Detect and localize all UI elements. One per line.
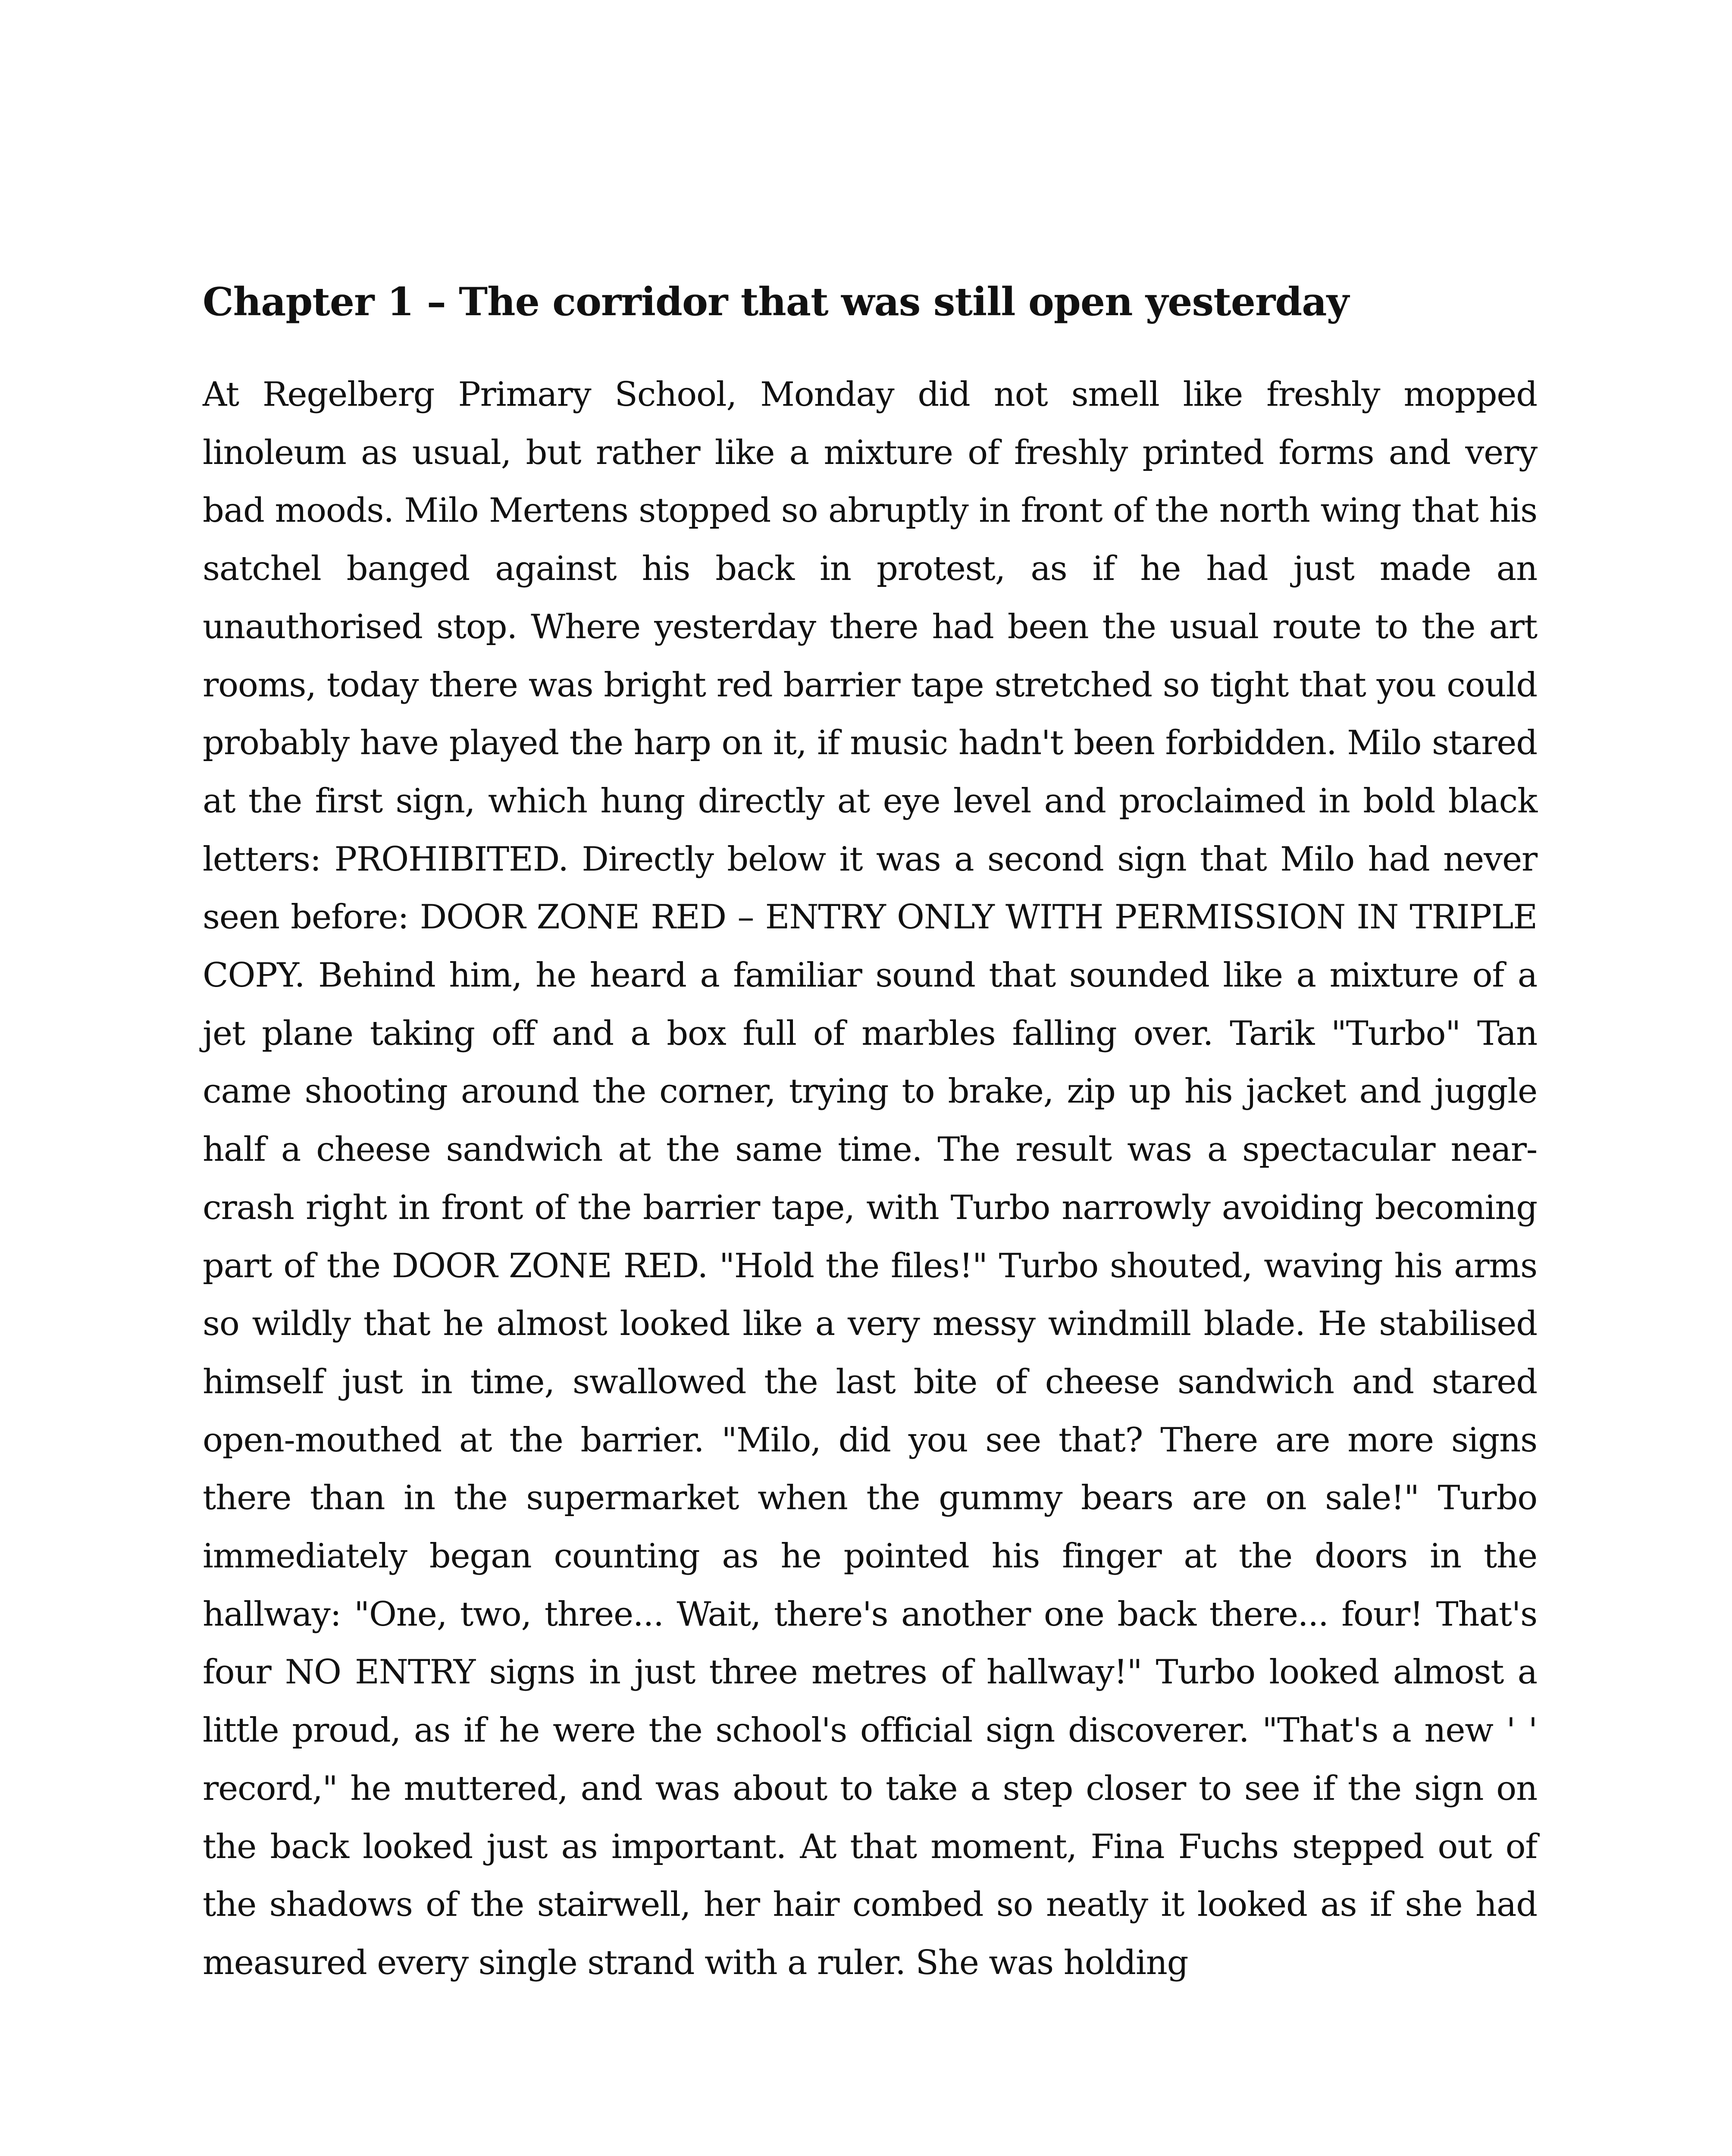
body-paragraph: At Regelberg Primary School, Monday did not smell like freshly mopped linoleum as usual, but rather like a mixture of freshly printed forms and very bad moods. Milo Mertens stopped so abruptly in front of the north wing that his satchel banged against his back in protest, as if he had just made an unauthorised stop. Where yesterday there had been the usual route to the art rooms, today there was bright red barrier tape stretched so tight that you could probably have played the harp on it, if music hadn't been forbidden. Milo stared at the first sign, which hung directly at eye level and proclaimed in bold black letters: PROHIBITED. Directly below it was a second sign that Milo had never seen before: DOOR ZONE RED – ENTRY ONLY WITH PERMISSION IN TRIPLE COPY. Behind him, he heard a familiar sound that sounded like a mixture of a jet plane taking off and a box full of marbles falling over. Tarik "Turbo" Tan came shooting around the corner, trying to brake, zip up his jacket and juggle half a cheese sandwich at the same time. The result was a spectacular near-crash right in front of the barrier tape, with Turbo narrowly avoiding becoming part of the DOOR ZONE RED. "Hold the files!" Turbo shouted, waving his arms so wildly that he almost looked like a very messy windmill blade. He stabilised himself just in time, swallowed the last bite of cheese sandwich and stared open-mouthed at the barrier. "Milo, did you see that? There are more signs there than in the supermarket when the gummy bears are on sale!" Turbo immediately began counting as he pointed his finger at the doors in the hallway: "One, two, three... Wait, there's another one back there... four! That's four NO ENTRY signs in just three metres of hallway!" Turbo looked almost a little proud, as if he were the school's official sign discoverer. "That's a new ' ' record," he muttered, and was about to take a step closer to see if the sign on the back looked just as important. At that moment, Fina Fuchs stepped out of the shadows of the stairwell, her hair combed so neatly it looked as if she had measured every single strand with a ruler. She was holding	[203, 375, 1537, 1982]
page-content	[203, 272, 1537, 1992]
chapter-title: Chapter 1 – The corridor that was still open yesterday	[203, 279, 1349, 325]
